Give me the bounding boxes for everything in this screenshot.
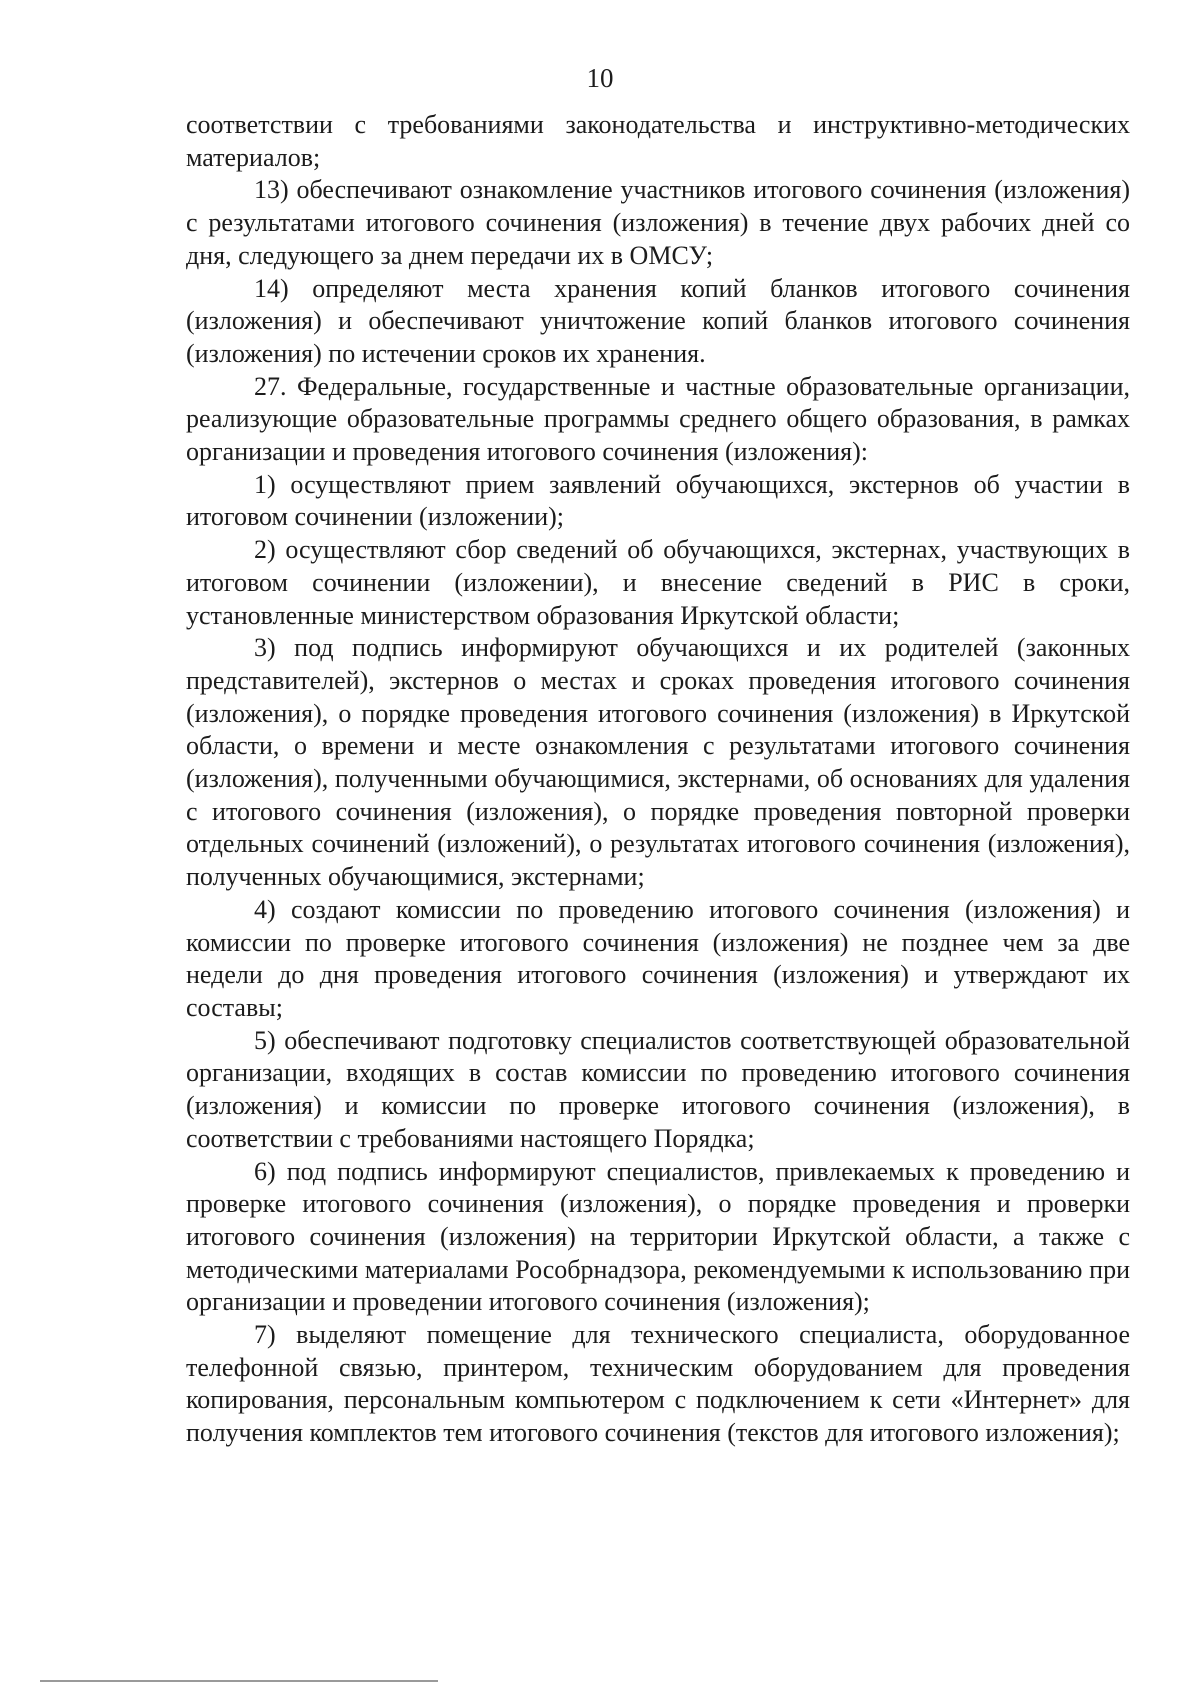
page-number: 10: [586, 63, 614, 93]
paragraph-item-5: 5) обеспечивают подготовку специалистов соответствующей образовательной организации, входящих в состав комиссии по проведению итогового сочинения (изложения) и комиссии по проверке итогового сочинения (изложения), в соответствии с требованиями настоящего Порядка;: [186, 1025, 1130, 1153]
paragraph-item-6: 6) под подпись информируют специалистов, привлекаемых к проведению и проверке итогового сочинения (изложения), о порядке проведения и проверки итогового сочинения (изложения) на территории Иркутской области, а также с методическими материалами Рособрнадзора, рекомендуемыми к использованию при организации и проведении итогового сочинения (изложения);: [186, 1156, 1130, 1317]
paragraph-item-1: 1) осуществляют прием заявлений обучающихся, экстернов об участии в итоговом сочинении (изложении);: [186, 469, 1130, 532]
paragraph-item-2: 2) осуществляют сбор сведений об обучающихся, экстернах, участвующих в итоговом сочинении (изложении), и внесение сведений в РИС в сроки, установленные министерством образования Иркутской области;: [186, 535, 1130, 630]
paragraph-continuation: соответствии с требованиями законодательства и инструктивно-методических материалов;: [186, 110, 1130, 172]
paragraph-item-13: 13) обеспечивают ознакомление участников итогового сочинения (изложения) с результатами итогового сочинения (изложения) в течение двух рабочих дней со дня, следующего за днем передачи их в ОМСУ;: [186, 175, 1130, 270]
paragraph-section-27: 27. Федеральные, государственные и частные образовательные организации, реализующие образовательные программы среднего общего образования, в рамках организации и проведения итогового сочинения (изложения):: [186, 371, 1130, 467]
paragraph-item-14: 14) определяют места хранения копий бланков итогового сочинения (изложения) и обеспечивают уничтожение копий бланков итогового сочинения (изложения) по истечении сроков их хранения.: [186, 273, 1130, 368]
paragraph-item-4: 4) создают комиссии по проведению итогового сочинения (изложения) и комиссии по проверке итогового сочинения (изложения) не позднее чем за две недели до дня проведения итогового сочинения (изложения) и утверждают их составы;: [186, 894, 1130, 1022]
document-body: [186, 109, 1130, 1450]
bottom-divider: [40, 1680, 438, 1682]
paragraph-item-3: 3) под подпись информируют обучающихся и их родителей (законных представителей), экстернов о местах и сроках проведения итогового сочинения (изложения), о порядке проведения итогового сочинения (изложения) в Иркутской области, о времени и месте ознакомления с результатами итогового сочинения (изложения), полученными обучающимися, экстернами, об основаниях для удаления с итогового сочинения (изложения), о порядке проведения повторной проверки отдельных сочинений (изложений), о результатах итогового сочинения (изложения), полученных обучающимися, экстернами;: [186, 633, 1130, 892]
paragraph-item-7: 7) выделяют помещение для технического специалиста, оборудованное телефонной связью, принтером, техническим оборудованием для проведения копирования, персональным компьютером с подключением к сети «Интернет» для получения комплектов тем итогового сочинения (текстов для итогового изложения);: [186, 1320, 1130, 1448]
